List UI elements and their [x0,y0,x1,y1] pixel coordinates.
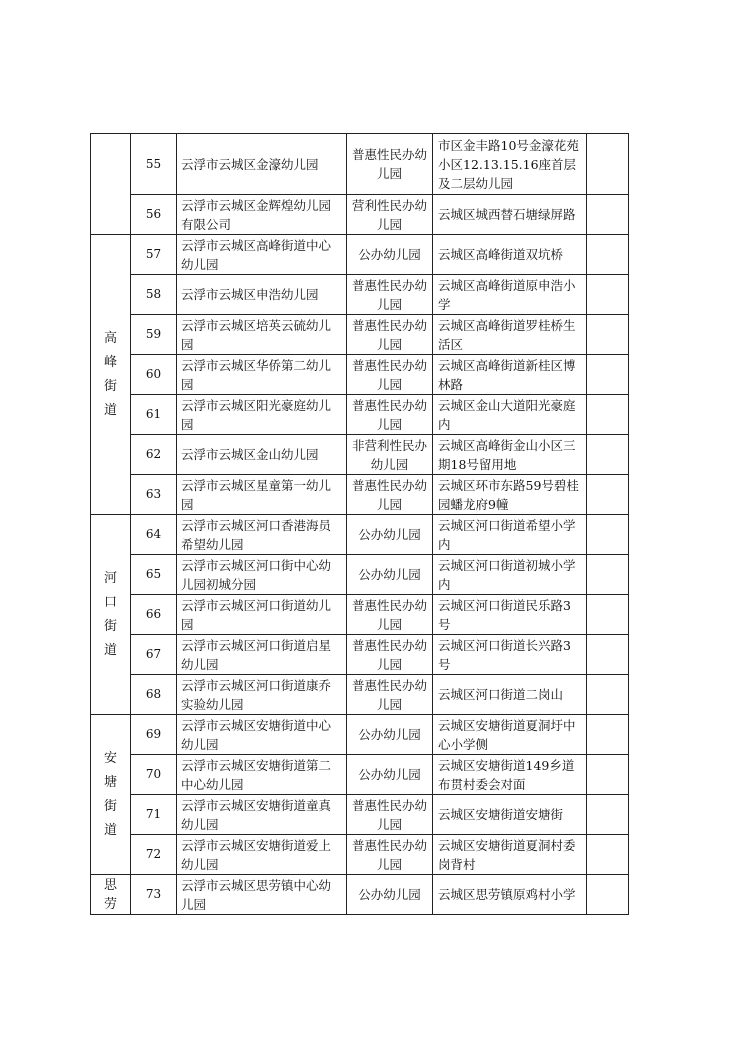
remark-cell [587,195,629,235]
district-char: 劳 [103,896,117,912]
table-row [91,675,629,715]
table-row [91,635,629,675]
kindergarten-name: 云浮市云城区思劳镇中心幼儿园 [177,875,347,915]
row-number: 59 [131,315,177,355]
kindergarten-type: 普惠性民办幼儿园 [347,475,433,515]
remark-cell [587,795,629,835]
kindergarten-name: 云浮市云城区星童第一幼儿园 [177,475,347,515]
kindergarten-name: 云浮市云城区华侨第二幼儿园 [177,355,347,395]
kindergarten-type: 普惠性民办幼儿园 [347,795,433,835]
district-char: 峰 [103,354,117,370]
kindergarten-address: 云城区高峰街道新桂区博林路 [433,355,587,395]
kindergarten-address: 云城区城西替石塘绿屏路 [433,195,587,235]
district-char: 安 [103,750,117,766]
table-row [91,715,629,755]
kindergarten-name: 云浮市云城区高峰街道中心幼儿园 [177,235,347,275]
kindergarten-type: 公办幼儿园 [347,555,433,595]
district-char: 街 [103,798,117,814]
row-number: 71 [131,795,177,835]
table-row [91,395,629,435]
table-row [91,515,629,555]
kindergarten-name: 云浮市云城区安塘街道童真幼儿园 [177,795,347,835]
remark-cell [587,555,629,595]
district-char: 街 [103,618,117,634]
kindergarten-table [90,133,629,915]
row-number: 60 [131,355,177,395]
kindergarten-type: 普惠性民办幼儿园 [347,635,433,675]
remark-cell [587,675,629,715]
kindergarten-name: 云浮市云城区河口街道幼儿园 [177,595,347,635]
remark-cell [587,475,629,515]
kindergarten-name: 云浮市云城区金濠幼儿园 [177,134,347,195]
district-char: 河 [103,570,117,586]
district-char: 街 [103,378,117,394]
kindergarten-address: 云城区安塘街道夏洞圩中心小学侧 [433,715,587,755]
district-cell-hekou [91,515,131,715]
kindergarten-address: 云城区河口街道初城小学内 [433,555,587,595]
table-row [91,835,629,875]
district-char: 思 [103,877,117,893]
row-number: 67 [131,635,177,675]
table-row [91,235,629,275]
district-cell-silao [91,875,131,915]
district-char: 道 [103,642,117,658]
remark-cell [587,835,629,875]
remark-cell [587,275,629,315]
row-number: 66 [131,595,177,635]
kindergarten-name: 云浮市云城区金山幼儿园 [177,435,347,475]
kindergarten-address: 云城区安塘街道夏洞村委岗背村 [433,835,587,875]
remark-cell [587,355,629,395]
remark-cell [587,395,629,435]
remark-cell [587,635,629,675]
kindergarten-address: 云城区河口街道长兴路3号 [433,635,587,675]
kindergarten-name: 云浮市云城区河口街道康乔实验幼儿园 [177,675,347,715]
row-number: 56 [131,195,177,235]
kindergarten-address: 云城区高峰街道罗桂桥生活区 [433,315,587,355]
kindergarten-type: 普惠性民办幼儿园 [347,675,433,715]
kindergarten-type: 营利性民办幼儿园 [347,195,433,235]
table-row [91,595,629,635]
row-number: 69 [131,715,177,755]
kindergarten-address: 云城区金山大道阳光豪庭内 [433,395,587,435]
district-char: 道 [103,402,117,418]
kindergarten-type: 普惠性民办幼儿园 [347,134,433,195]
kindergarten-address: 云城区环市东路59号碧桂园蟠龙府9幢 [433,475,587,515]
kindergarten-address: 云城区高峰街金山小区三期18号留用地 [433,435,587,475]
remark-cell [587,235,629,275]
table-row [91,134,629,195]
row-number: 65 [131,555,177,595]
row-number: 64 [131,515,177,555]
kindergarten-type: 公办幼儿园 [347,755,433,795]
kindergarten-name: 云浮市云城区河口街中心幼儿园初城分园 [177,555,347,595]
table-row [91,555,629,595]
row-number: 62 [131,435,177,475]
table-row [91,875,629,915]
kindergarten-type: 公办幼儿园 [347,715,433,755]
kindergarten-type: 普惠性民办幼儿园 [347,395,433,435]
row-number: 63 [131,475,177,515]
kindergarten-name: 云浮市云城区河口香港海员希望幼儿园 [177,515,347,555]
remark-cell [587,595,629,635]
remark-cell [587,315,629,355]
table-row [91,795,629,835]
kindergarten-name: 云浮市云城区阳光豪庭幼儿园 [177,395,347,435]
remark-cell [587,515,629,555]
remark-cell [587,755,629,795]
kindergarten-address: 云城区河口街道二岗山 [433,675,587,715]
kindergarten-type: 普惠性民办幼儿园 [347,315,433,355]
kindergarten-name: 云浮市云城区河口街道启星幼儿园 [177,635,347,675]
remark-cell [587,875,629,915]
kindergarten-type: 公办幼儿园 [347,235,433,275]
remark-cell [587,715,629,755]
kindergarten-name: 云浮市云城区申浩幼儿园 [177,275,347,315]
kindergarten-address: 云城区高峰街道原申浩小学 [433,275,587,315]
row-number: 61 [131,395,177,435]
row-number: 73 [131,875,177,915]
remark-cell [587,435,629,475]
table-row [91,315,629,355]
district-char: 高 [103,330,117,346]
kindergarten-type: 普惠性民办幼儿园 [347,835,433,875]
kindergarten-address: 云城区高峰街道双坑桥 [433,235,587,275]
table-row [91,755,629,795]
kindergarten-name: 云浮市云城区安塘街道中心幼儿园 [177,715,347,755]
row-number: 68 [131,675,177,715]
row-number: 55 [131,134,177,195]
district-char: 塘 [103,774,117,790]
row-number: 70 [131,755,177,795]
table-row [91,475,629,515]
row-number: 58 [131,275,177,315]
kindergarten-address: 市区金丰路10号金濠花苑小区12.13.15.16座首层及二层幼儿园 [433,134,587,195]
kindergarten-name: 云浮市云城区金辉煌幼儿园有限公司 [177,195,347,235]
district-cell-gaofeng [91,235,131,515]
kindergarten-address: 云城区思劳镇原鸡村小学 [433,875,587,915]
kindergarten-name: 云浮市云城区安塘街道爱上幼儿园 [177,835,347,875]
kindergarten-type: 普惠性民办幼儿园 [347,595,433,635]
table-row [91,195,629,235]
table-row [91,355,629,395]
kindergarten-name: 云浮市云城区培英云硫幼儿园 [177,315,347,355]
table-row [91,275,629,315]
row-number: 57 [131,235,177,275]
district-char: 道 [103,822,117,838]
remark-cell [587,134,629,195]
kindergarten-type: 普惠性民办幼儿园 [347,355,433,395]
row-number: 72 [131,835,177,875]
kindergarten-type: 公办幼儿园 [347,515,433,555]
kindergarten-address: 云城区安塘街道安塘街 [433,795,587,835]
kindergarten-address: 云城区安塘街道149乡道布贯村委会对面 [433,755,587,795]
kindergarten-type: 非营利性民办幼儿园 [347,435,433,475]
kindergarten-name: 云浮市云城区安塘街道第二中心幼儿园 [177,755,347,795]
kindergarten-address: 云城区河口街道希望小学内 [433,515,587,555]
kindergarten-address: 云城区河口街道民乐路3号 [433,595,587,635]
district-cell-antang [91,715,131,875]
kindergarten-type: 普惠性民办幼儿园 [347,275,433,315]
district-cell [91,134,131,235]
table-row [91,435,629,475]
district-char: 口 [103,594,117,610]
kindergarten-type: 公办幼儿园 [347,875,433,915]
